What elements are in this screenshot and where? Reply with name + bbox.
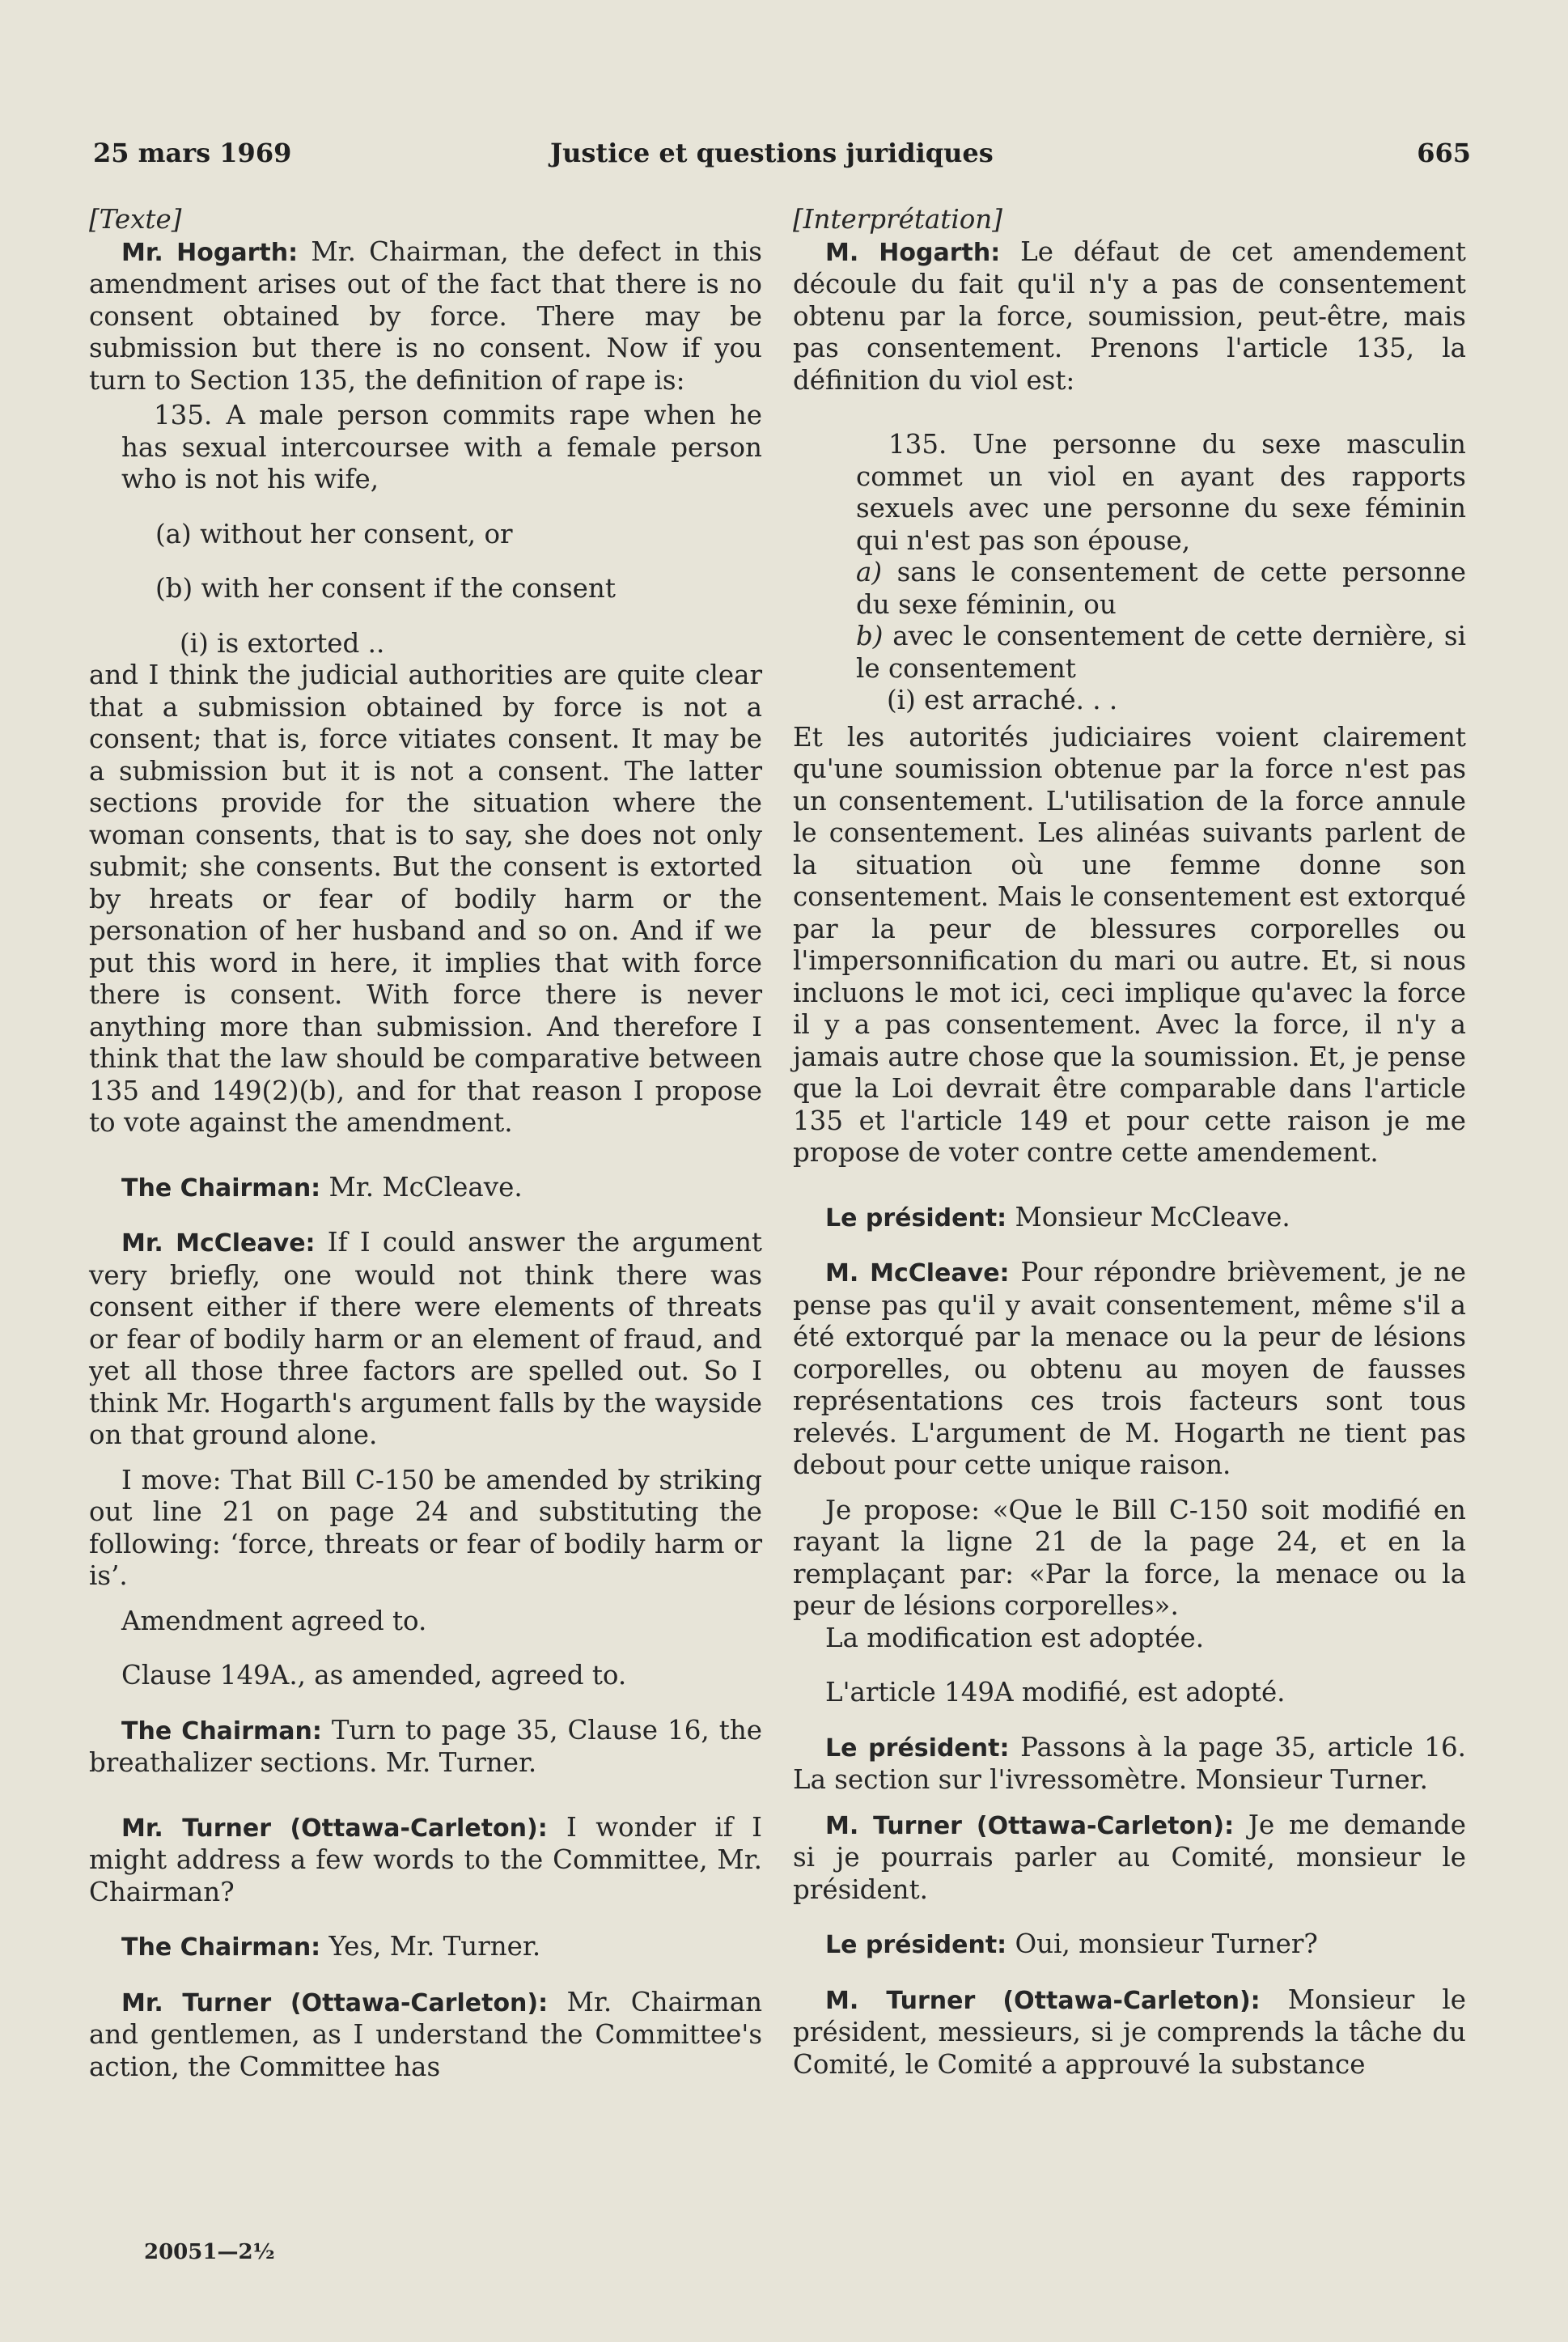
printer-code: 20051—2½: [144, 2240, 275, 2264]
speaker-name: Le président:: [825, 1733, 1010, 1763]
paragraph: Je propose: «Que le Bill C-150 soit modifié en rayant la ligne 21 de la page 24, et en la remplaçant par: «Par la force, la menace ou la peur de lésions corporelles».: [793, 1494, 1466, 1621]
speech-text: Pour répondre brièvement, je ne pense pas qu'il y avait consentement, même s'il a été extorqué par la menace ou la peur de lésions corporelles, ou obtenu au moyen de fausses représentations ces trois facteurs sont tous relevés. L'argument de M. Hogarth ne tient pas debout pour cette unique raison.: [793, 1257, 1467, 1480]
paragraph: [793, 1732, 1466, 1797]
french-column: [793, 204, 1466, 2081]
speech-text: If I could answer the argument very briefly, one would not think there was consent either if there were elements of threats or fear of bodily harm or an element of fraud, and yet all those three factors are spelled out. So I think Mr. Hogarth's argument falls by the wayside on that ground alone.: [89, 1227, 762, 1450]
speech-text: Oui, monsieur Turner?: [1006, 1928, 1318, 1959]
paragraph: [793, 1810, 1466, 1907]
paragraph: [793, 1202, 1466, 1235]
running-header: [0, 138, 1568, 173]
paragraph: Et les autorités judiciaires voient clairement qu'une soumission obtenue par la force n'est pas un consentement. L'utilisation de la force annule le consentement. Les alinéas suivants parlent de la situation où une femme donne son consentement. Mais le consentement est extorqué par la peur de blessures corporelles ou l'impersonnification du mari ou autre. Et, si nous incluons le mot ici, ceci implique qu'avec la force il y a pas consentement. Avec la force, il n'y a jamais autre chose que la soumission. Et, je pense que la Loi devrait être comparable dans l'article 135 et l'article 149 et pour cette raison je me propose de voter contre cette amendement.: [793, 721, 1466, 1168]
quotation-text: avec le consentement de cette dernière, si le consentement: [856, 621, 1466, 684]
speech-text: Le défaut de cet amendement découle du fait qu'il n'y a pas de consentement obtenu par la force, soumission, peut-être, mais pas consentement. Prenons l'article 135, la définition du viol est:: [793, 235, 1466, 396]
paragraph: I move: That Bill C-150 be amended by striking out line 21 on page 24 and substituting the following: ‘force, threats or fear of bodily harm or is’.: [89, 1464, 762, 1591]
paragraph: [793, 1257, 1466, 1482]
speaker-name: M. McCleave:: [825, 1259, 1010, 1288]
section-tag: [Interprétation]: [793, 204, 1002, 235]
section-tag: [Texte]: [89, 204, 182, 235]
speaker-name: M. Turner (Ottawa-Carleton):: [825, 1986, 1261, 2015]
speaker-name: Mr. Hogarth:: [121, 238, 299, 267]
header-title: Justice et questions juridiques: [550, 138, 994, 168]
paragraph: [89, 1172, 762, 1205]
speech-text: I wonder if I might address a few words to the Committee, Mr. Chairman?: [89, 1811, 762, 1907]
paragraph: [89, 1931, 762, 1964]
speaker-name: Le président:: [825, 1931, 1007, 1959]
paragraph: [793, 1984, 1466, 2081]
quotation-text: sans le consentement de cette personne du sexe féminin, ou: [856, 557, 1466, 620]
speaker-name: Mr. Turner (Ottawa-Carleton):: [121, 1814, 548, 1843]
speech-text: Turn to page 35, Clause 16, the breathalizer sections. Mr. Turner.: [89, 1714, 762, 1778]
quotation: [856, 621, 1466, 685]
quotation: (b) with her consent if the consent: [155, 573, 616, 604]
header-date: 25 mars 1969: [93, 138, 292, 168]
speaker-name: The Chairman:: [121, 1933, 321, 1962]
speaker-name: The Chairman:: [121, 1173, 321, 1203]
speech-text: Yes, Mr. Turner.: [320, 1931, 541, 1962]
speech-text: Mr. Chairman, the defect in this amendment arises out of the fact that there is no consent obtained by force. There may be submission but there is no consent. Now if you turn to Section 135, the definition of rape is:: [89, 235, 762, 396]
speech-text: Mr. Chairman and gentlemen, as I understand the Committee's action, the Committee has: [89, 1986, 763, 2082]
english-column: [89, 204, 762, 2083]
paragraph: Clause 149A., as amended, agreed to.: [121, 1660, 627, 1691]
speaker-name: M. Hogarth:: [825, 238, 1001, 267]
quotation: (a) without her consent, or: [155, 518, 513, 549]
paragraph: and I think the judicial authorities are quite clear that a submission obtained by force is not a consent; that is, force vitiates consent. It may be a submission but it is not a consent. The latter sections provide for the situation where the woman consents, that is to say, she does not only submit; she consents. But the consent is extorted by hreats or fear of bodily harm or the personation of her husband and so on. And if we put this word in here, it implies that with force there is consent. With force there is never anything more than submission. And therefore I think that the law should be comparative between 135 and 149(2)(b), and for that reason I propose to vote against the amendment.: [89, 660, 762, 1138]
page-number: 665: [1417, 138, 1471, 168]
quotation: [856, 557, 1466, 621]
speech-text: Monsieur McCleave.: [1006, 1201, 1290, 1233]
paragraph: La modification est adoptée.: [825, 1622, 1205, 1653]
paragraph: [89, 236, 762, 397]
paragraph: L'article 149A modifié, est adopté.: [825, 1677, 1286, 1708]
quotation: 135. A male person commits rape when he has sexual intercoursee with a female person who is not his wife,: [121, 400, 762, 494]
speech-text: Mr. McCleave.: [320, 1171, 523, 1203]
paragraph: [793, 1928, 1466, 1962]
quotation: (i) est arraché. . .: [887, 685, 1118, 715]
speech-text: Monsieur le président, messieurs, si je comprends la tâche du Comité, le Comité a approuvé la substance: [793, 1983, 1466, 2080]
paragraph: [89, 1227, 762, 1452]
speaker-name: Le président:: [825, 1203, 1007, 1233]
speech-text: Je me demande si je pourrais parler au Comité, monsieur le président.: [793, 1809, 1466, 1905]
clause-letter: a): [856, 557, 883, 588]
paragraph: [89, 1812, 762, 1909]
quotation: 135. Une personne du sexe masculin commet un viol en ayant des rapports sexuels avec une personne du sexe féminin qui n'est pas son épouse,: [856, 429, 1466, 556]
paragraph: [89, 1715, 762, 1780]
speech-text: Passons à la page 35, article 16. La section sur l'ivressomètre. Monsieur Turner.: [793, 1731, 1466, 1795]
speaker-name: Mr. Turner (Ottawa-Carleton):: [121, 1988, 549, 2017]
clause-letter: b): [856, 621, 884, 651]
speaker-name: M. Turner (Ottawa-Carleton):: [825, 1811, 1235, 1840]
paragraph: [793, 236, 1466, 397]
quotation: (i) is extorted ..: [180, 627, 385, 659]
paragraph: Amendment agreed to.: [121, 1605, 427, 1636]
speaker-name: The Chairman:: [121, 1716, 322, 1746]
speaker-name: Mr. McCleave:: [121, 1229, 316, 1258]
paragraph: [89, 1987, 762, 2084]
